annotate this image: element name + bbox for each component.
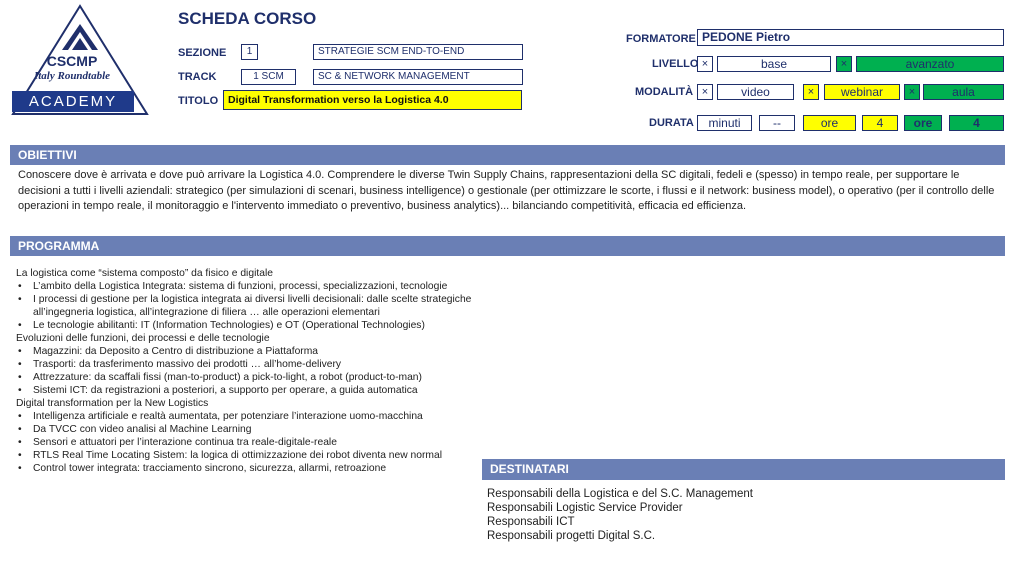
modalita-label: MODALITÀ [635,86,694,98]
list-item: • Le tecnologie abilitanti: IT (Information Technologies) e OT (Operational Technologies) [16,319,476,332]
obiettivi-text: Conoscere dove è arrivata e dove può arrivare la Logistica 4.0. Comprendere le diverse Twin Supply Chains, rappresentazioni della SC digitali, fedeli e (spesso) in tempo reale, per supportare le decisioni a tutti i livelli aziendali: strategico (per simulazioni di scenari, business intelligence) o gestionale (per ottimizzare le scorte, i flussi e il network: business model), o operativo (per il controllo delle operazioni in tempo reale, il monitoraggio e l'intervento immediato o preventivo, business analytics)... bilanciando competitività, efficacia ed efficienza. [18,169,995,212]
list-item: • Trasporti: da trasferimento massivo dei prodotti … all’home-delivery [16,358,476,371]
logo-academy-text: ACADEMY [12,91,134,112]
livello-avanzato-checkbox[interactable]: × [836,56,852,72]
obiettivi-header: OBIETTIVI [10,145,1005,165]
programma-heading-2: Evoluzioni delle funzioni, dei processi e delle tecnologie [16,333,270,344]
list-item: • Control tower integrata: tracciamento sincrono, sicurezza, allarmi, retroazione [16,462,476,475]
durata-minuti-value: -- [759,115,795,131]
page-title: SCHEDA CORSO [178,9,317,28]
modalita-aula-checkbox[interactable]: × [904,84,920,100]
programma-header: PROGRAMMA [10,236,1005,256]
list-item: • RTLS Real Time Locating Sistem: la logica di ottimizzazione dei robot diventa new normal [16,449,476,462]
livello-base-checkbox[interactable]: × [697,56,713,72]
modalita-aula-option: aula [923,84,1004,100]
list-item: • Sensori e attuatori per l’interazione continua tra reale-digitale-reale [16,436,476,449]
list-item: Responsabili ICT [487,516,575,528]
list-item: • Magazzini: da Deposito a Centro di distribuzione a Piattaforma [16,345,476,358]
list-item: Responsabili Logistic Service Provider [487,502,683,514]
destinatari-header: DESTINATARI [482,459,1005,480]
list-item: • Da TVCC con video analisi al Machine Learning [16,423,476,436]
programma-list [16,267,476,475]
logo-roundtable-text: Italy Roundtable [33,70,111,82]
durata-ore-label-2: ore [904,115,942,131]
formatore-label: FORMATORE [626,33,696,45]
logo-cscmp-text: CSCMP [46,53,98,69]
sezione-value: STRATEGIE SCM END-TO-END [313,44,523,60]
livello-label: LIVELLO [652,58,699,70]
list-item: • Attrezzature: da scaffali fissi (man-to-product) a pick-to-light, a robot (product-to-man) [16,371,476,384]
durata-label: DURATA [649,117,694,129]
durata-ore-value-2: 4 [949,115,1004,131]
titolo-label: TITOLO [178,95,219,107]
titolo-value: Digital Transformation verso la Logistica 4.0 [223,90,522,110]
durata-ore-value-1: 4 [862,115,898,131]
track-value: SC & NETWORK MANAGEMENT [313,69,523,85]
list-item: Responsabili progetti Digital S.C. [487,530,656,542]
destinatari-list [487,487,753,543]
durata-ore-label-1: ore [803,115,856,131]
cscmp-academy-logo [10,4,150,114]
track-number: 1 SCM [241,69,296,85]
formatore-value: PEDONE Pietro [697,29,1004,46]
list-item: • Intelligenza artificiale e realtà aumentata, per potenziare l’interazione uomo-macchina [16,410,476,423]
list-item: • I processi di gestione per la logistica integrata ai diversi livelli decisionali: dalle scelte strategiche all’ingegneria logistica, all’integrazione di filiera … alle operazioni elementari [16,293,476,319]
list-item: • L’ambito della Logistica Integrata: sistema di funzioni, processi, specializzazioni, tecnologie [16,280,476,293]
list-item: Responsabili della Logistica e del S.C. Management [487,488,753,500]
modalita-video-option: video [717,84,794,100]
modalita-video-checkbox[interactable]: × [697,84,713,100]
programma-heading-1: La logistica come “sistema composto” da fisico e digitale [16,268,273,279]
livello-base-option: base [717,56,831,72]
sezione-number: 1 [241,44,258,60]
track-label: TRACK [178,71,217,83]
modalita-webinar-checkbox[interactable]: × [803,84,819,100]
programma-heading-3: Digital transformation per la New Logistics [16,398,209,409]
livello-avanzato-option: avanzato [856,56,1004,72]
list-item: • Sistemi ICT: da registrazioni a posteriori, a supporto per operare, a guida automatica [16,384,476,397]
durata-minuti-label: minuti [697,115,752,131]
modalita-webinar-option: webinar [824,84,900,100]
sezione-label: SEZIONE [178,47,227,59]
